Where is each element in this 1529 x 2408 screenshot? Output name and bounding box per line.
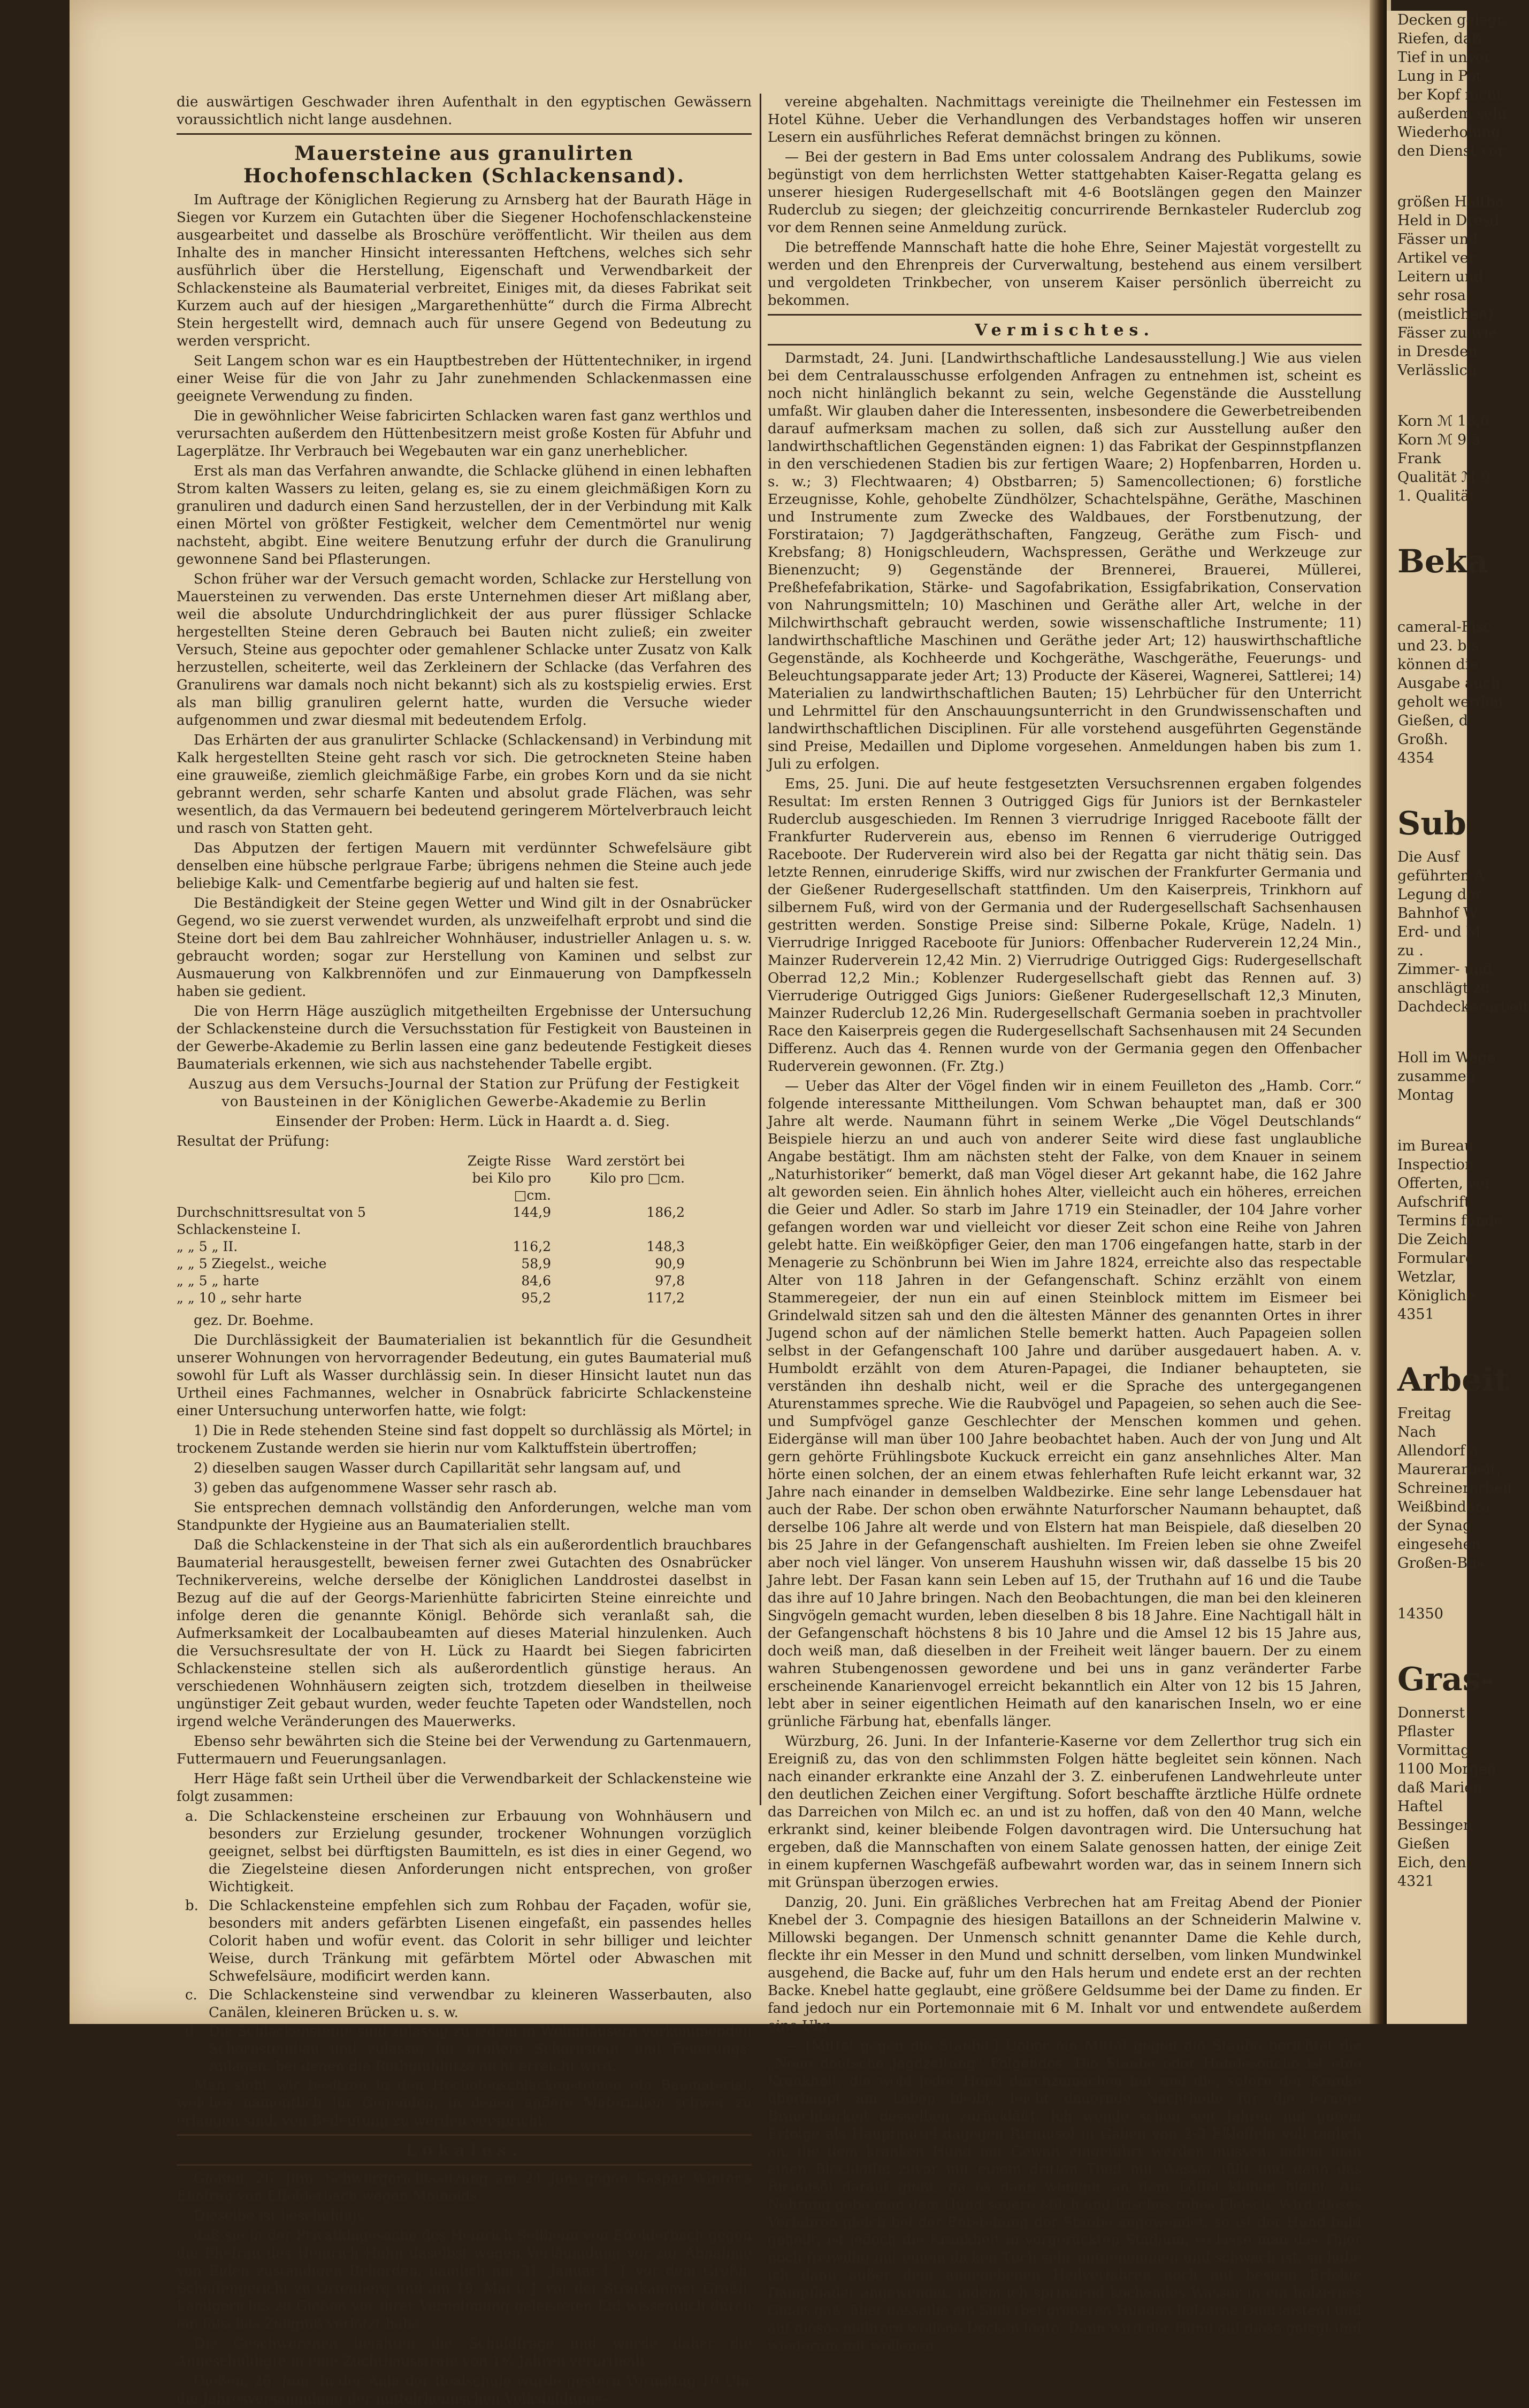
- right-page-line: zusammen: [1397, 1068, 1476, 1085]
- right-page-line: Die Zeich: [1397, 1231, 1467, 1248]
- table-cell-cracks: 95,2: [521, 1290, 551, 1306]
- right-page-line: ber Kopf nicht: [1397, 87, 1502, 103]
- right-page-line: Sub: [1397, 805, 1466, 842]
- rule: [177, 133, 752, 135]
- list-text: Die Schlackensteine erscheinen zur Erbauung von Wohnhäusern und besonders zur Erzielung gesunder, trockener Wohnungen vorzüglich geeignet, selbst bei dürftigsten Baumitteln, es ist dies in einer Gegend, wo die Ziegelsteine diesen Anforderungen nicht entsprechen, von großer Wichtigkeit.: [209, 1808, 752, 1895]
- article-body-continued: [177, 1332, 752, 1806]
- table-cell-destroyed: 117,2: [646, 1290, 685, 1306]
- page-gutter: [1370, 0, 1387, 2024]
- test-results-table: [177, 1153, 752, 1307]
- lokales-paragraph: Gießen, 26. Juni. In der Aula der Realschule wurde gestern Vormittag 10 Uhr die Jahresversammlung der mittelrheinischen Volksbildungs-: [177, 2373, 752, 2407]
- right-page-line: Montag: [1397, 1087, 1454, 1103]
- right-page-line: Fässer zu wie: [1397, 325, 1497, 341]
- summary-list: [177, 1808, 752, 2076]
- article-paragraph: 2) dieselben saugen Wasser durch Capillarität sehr langsam auf, und: [194, 1460, 681, 1476]
- right-page-line: cameral-Fisc: [1397, 619, 1492, 635]
- article-paragraph: Seit Langem schon war es ein Hauptbestreben der Hüttentechniker, in irgend einer Weise für die von Jahr zu Jahr zunehmenden Schlackenmassen eine geeignete Verwendung zu finden.: [177, 353, 752, 404]
- right-page-line: Gießen, d: [1397, 712, 1469, 729]
- table-cell-destroyed: 148,3: [646, 1239, 685, 1254]
- section-title-lokales: Lokales.: [405, 2141, 523, 2160]
- right-page-line: außerdem sehr: [1397, 105, 1509, 122]
- article-paragraph: Herr Häge faßt sein Urtheil über die Verwendbarkeit der Schlackensteine wie folgt zusammen:: [177, 1771, 752, 1805]
- right-page-line: Leitern und: [1397, 269, 1484, 285]
- right-page-fragment: [1387, 11, 1529, 2024]
- table-row: [177, 1255, 752, 1272]
- article-paragraph: Schon früher war der Versuch gemacht worden, Schlacke zur Herstellung von Mauersteinen zu verwenden. Das erste Unternehmen dieser Art mißlang aber, weil die absolute Undurchdringlichkeit der aus purer flüssiger Schlacke hergestellten Steine deren Gebrauch bei Bauten nicht zuließ; ein zweiter Versuch, Steine aus gepochter oder gemahlener Schlacke unter Zusatz von Kalk herzustellen, scheiterte, weil das Zerkleinern der Schlacke (das Verfahren des Granulirens war damals noch nicht bekannt) sich als zu kostspielig erwies. Erst als man billig granuliren gelernt hatte, wurden die Versuche wieder aufgenommen und zwar diesmal mit bedeutendem Erfolg.: [177, 571, 752, 728]
- right-page-line: Gras-: [1397, 1661, 1494, 1698]
- right-page-line: Artikel ver: [1397, 250, 1476, 266]
- right-page-line: Riefen, daß: [1397, 30, 1481, 47]
- right-page-line: Bahnhof W: [1397, 905, 1478, 922]
- column-divider: [760, 94, 761, 1805]
- right-page-line: 4354: [1397, 750, 1434, 766]
- right-page-line: [1387, 1324, 1467, 1356]
- article-paragraph: Die Durchlässigkeit der Baumaterialien ist bekanntlich für die Gesundheit unserer Wohnungen von hervorragender Bedeutung, ein gutes Baumaterial muß sowohl für Luft als Wasser durchlässig sein. In dieser Hinsicht lautet nun das Urtheil eines Fachmannes, welcher in Osnabrück fabricirte Schlackensteine einer Untersuchung unterworfen hatte, wie folgt:: [177, 1332, 752, 1419]
- right-page-line: 4351: [1397, 1306, 1434, 1323]
- article-closing: Man sieht wir besitzen in den Hochofenschlackensteinen ein Baumaterial, welches namentlich für Gegenden, in denen andere Materialien schwer zu erlangen sind, von Bedeutung zu werden verspricht.: [177, 2077, 752, 2129]
- lokales-paragraph: Die Geschworenen bejahten die Schuldfrage und wurde daher die Angeschuldigte in eine Zuchthausstrafe von 1½ Jahren verurtheilt.: [177, 2336, 752, 2369]
- right-page-line: geführten A: [1397, 868, 1485, 884]
- vermischtes-body: [768, 350, 1362, 2355]
- right-page-line: [1387, 380, 1467, 412]
- table-result-label: Resultat der Prüfung:: [177, 1133, 330, 1149]
- right-page-line: Decken gelegt,: [1397, 12, 1508, 28]
- table-row: [177, 1238, 752, 1255]
- article-title: Mauersteine aus granulirten Hochofenschlacken (Schlackensand).: [243, 142, 685, 187]
- right-page-line: Schreinerarbeit: [1397, 1480, 1513, 1497]
- article-paragraph: Daß die Schlackensteine in der That sich als ein außerordentlich brauchbares Baumaterial herausgestellt, beweisen ferner zwei Gutachten des Osnabrücker Technikervereins, welche derselbe der Königlichen Landdrostei daselbst in Bezug auf die auf der Georgs-Marienhütte fabricirten Steine einreichte und infolge deren die genannte Königl. Behörde sich veranlaßt sah, die Aufmerksamkeit der Localbaubeamten auf dieses Material hinzulenken. Auch die Versuchsresultate der von H. Lück zu Haardt bei Siegen fabricirten Schlackensteine stellen sich als außerordentlich günstige heraus. An verschiedenen Wohnhäusern zeigten sich, trotzdem dieselben in theilweise ungünstiger Zeit gebaut wurden, weder feuchte Tapeten oder Wandstellen, noch irgend welche Veränderungen des Mauerwerks.: [177, 1537, 752, 1730]
- lokales-paragraph: Dieselbe ist beschuldigt:: [194, 2208, 368, 2224]
- right-page-line: größen Haltba: [1397, 194, 1504, 210]
- right-page-line: Freitag: [1397, 1405, 1451, 1422]
- right-page-line: Haftel: [1397, 1798, 1443, 1815]
- article-paragraph: Die Beständigkeit der Steine gegen Wetter und Wind gilt in der Osnabrücker Gegend, wo sie zuerst verwendet wurden, als unzweifelhaft erprobt und sind die Steine dort bei dem Bau zahlreicher Wohnhäuser, industrieller Anlagen u. s. w. gebraucht worden; sogar zur Herstellung von Kaminen und selbst zur Ausmauerung von Kalkbrennöfen und zur Einmauerung von Dampfkesseln haben sie gedient.: [177, 895, 752, 1000]
- right-page-line: Eich, den: [1397, 1854, 1466, 1871]
- list-item: [185, 2023, 752, 2076]
- right-page-line: Frank: [1397, 450, 1441, 467]
- list-item: [185, 1808, 752, 1896]
- table-cell-label: „ „ 5 Ziegelst., weiche: [177, 1256, 327, 1271]
- right-page-line: eingesehen: [1397, 1536, 1481, 1553]
- table-signature: gez. Dr. Boehme.: [194, 1313, 314, 1329]
- vermischtes-paragraph: — [Mittel gegen die Staube.] Ueber ein Mittel gegen die Staube berichtet die „Neue deutsche Jagdzeitung“ Folgendes: Die Staube oder Hundeseuche ist eine Krankheit, die wohl jeder Hund durchzumachen hat und die, sofern der Kranke überhaupt am Leben bleibt, leicht dauernde Nachtheile für die fernere Brauchbarkeit desselben zurückläßt. Ich wende schon seit Jahren mit gutem Erfolge als Hauptmittel dagegen Ricinusöl in Gaben von 2-3 Eßlöffeln voll täglich an, die dem kranken Hund mit Gewalt eingeführt werden müssen, indem man einen Blechlöffel zuvor mit einem dritten Theil mit Wasser füllt und dann das Ricinusöl darauf gießt, da es dann weniger an dem Löffel kleben bleibt. Als Nahrung gebe man dem Hund sauere Milch und frisches rohes Fleisch. Wird dieses Verfahren gleich bei der Entstehung der Staube angewendet, so ist der Hund bald geheilt, ist jedoch die Krankheit in vorgerückten Stadium, so lasse man das Thier noch freiwillig mit einem dicken Tuch sehr mitgenommen und schwach ist, so habe ich dann außer dem angegebenen Heilverfahren noch mit bestem Erfolge Dampfbäder angewendet, indem ich springend kochendes Wasser in ein hölzernes Gefäß goß, über dasselbe ein Sieb (bei größeren Hunden hölzerne Querleisten) und auf dieses mehrere wollene Decken legte. Dann wird der Hund auf diese gelegt und wiederum mit wollenen: [768, 2038, 1362, 2354]
- right-page-line: Held in Dresd: [1397, 212, 1500, 229]
- table-cell-label: Durchschnittsresultat von 5 Schlackensteine I.: [177, 1205, 366, 1237]
- right-page-line: können die: [1397, 656, 1479, 673]
- article-paragraph: Die von Herrn Häge auszüglich mitgetheilten Ergebnisse der Untersuchung der Schlackensteine durch die Versuchsstation für Festigkeit von Bausteinen in der Gewerbe-Akademie zu Berlin lassen eine ganz bedeutende Festigkeit dieses Baumaterials erkennen, wie sich aus nachstehender Tabelle ergibt.: [177, 1003, 752, 1072]
- list-marker: b.: [185, 1898, 198, 1914]
- right-page-line: sehr rosa: [1397, 287, 1466, 304]
- vermischtes-paragraph: Darmstadt, 24. Juni. [Landwirthschaftliche Landesausstellung.] Wie aus vielen bei dem Centralausschusse erfolgenden Anfragen zu entnehmen ist, scheint es noch nicht hinlänglich bekannt zu sein, welche Gegenstände die Ausstellung umfaßt. Wir glauben daher die Interessenten, insbesondere die Gewerbetreibenden darauf aufmerksam machen zu sollen, daß sich zur Ausstellung außer den landwirthschaftlichen Gegenständen eignen: 1) das Fabrikat der Gespinnstpflanzen in den verschiedenen Stadien bis zur fertigen Waare; 2) Hopfenbarren, Horden u. s. w.; 3) Flechtwaaren; 4) Obstbarren; 5) Samencollectionen; 6) forstliche Erzeugnisse, Kohle, gehobelte Zündhölzer, Schachtelspähne, Geräthe, Maschinen und Instrumente zum Zwecke des Waldbaues, der Forstbenutzung, der Forstirataion; 7) Jagdgeräthschaften, Fangzeug, Geräthe zum Fisch- und Krebsfang; 8) Honigschleudern, Wachspressen, Geräthe und Werkzeuge zur Bienenzucht; 9) Gegenstände der Brennerei, Brauerei, Müllerei, Preßhefefabrikation, Stärke- und Sagofabrikation, Essigfabrikation, Conservation von Nahrungsmitteln; 10) Maschinen und Geräthe aller Art, welche in der Milchwirthschaft gebraucht werden, sowie wissenschaftliche Instrumente; 11) landwirthschaftliche Maschinen und Geräthe jeder Art; 12) hauswirthschaftliche Gegenstände, als Kochheerde und Kochgeräthe, Waschgeräthe, Feuerungs- und Beleuchtungsapparate jeder Art; 13) Producte der Käserei, Wagnerei, Sattlerei; 14) Materialien zu landwirthschaftlichen Bauten; 15) Lehrbücher für den Unterricht und Lehrmittel für den Anschauungsunterricht in den Grundwissenschaften und landwirthschaftlichen Disciplinen. Für alle vorstehend ausgeführten Gegenstände sind Preise, Medaillen und Diplome vorgesehen. Anmeldungen haben bis zum 1. Juli zu erfolgen.: [768, 350, 1362, 772]
- list-marker: c.: [185, 1987, 197, 2003]
- table-intro: Auszug aus dem Versuchs-Journal der Station zur Prüfung der Festigkeit von Bausteinen in der Königlichen Gewerbe-Akademie zu Berlin: [188, 1076, 740, 1110]
- table-cell-cracks: 84,6: [521, 1273, 551, 1289]
- right-page-line: Fässer und: [1397, 231, 1478, 248]
- article-paragraph: Das Erhärten der aus granulirter Schlacke (Schlackensand) in Verbindung mit Kalk hergestellten Steine geht rasch vor sich. Die getrockneten Steine haben eine grauweiße, ziemlich gleichmäßige Farbe, ein grobes Korn und da sie nicht gebrannt werden, sehr scharfe Kanten und absolut grade Flächen, was sehr wesentlich, da das Vermauern bei bedeutend geringerem Mörtelverbrauch leicht und rasch von Statten geht.: [177, 732, 752, 837]
- right-page-line: Großen-Bus: [1397, 1555, 1485, 1571]
- table-cell-label: „ „ 5 „ harte: [177, 1273, 259, 1289]
- table-cell-destroyed: 186,2: [646, 1205, 685, 1220]
- right-page-line: Pflaster: [1397, 1723, 1454, 1740]
- table-cell-destroyed: 90,9: [655, 1256, 685, 1271]
- vermischtes-paragraph: Danzig, 20. Juni. Ein gräßliches Verbrechen hat am Freitag Abend der Pionier Knebel der 3. Compagnie des hiesigen Bataillons an der Schneiderin Malwine v. Millowski begangen. Der Unmensch schnitt genannter Dame die Kehle durch, fleckte ihr ein Messer in den Mund und schnitt derselben, vom linken Mundwinkel ausgehend, die Backe auf, fuhr um den Hals herum und endete erst an der rechten Backe. Knebel hatte geglaubt, eine größere Geldsumme bei der Dame zu finden. Er fand jedoch nur ein Portemonnaie mit 6 M. Inhalt vor und entwendete außerdem eine Uhr.: [768, 1895, 1362, 2034]
- right-page-line: den Dienst ver: [1397, 143, 1505, 159]
- table-row: [177, 1272, 752, 1290]
- right-page-line: 1. Qualität: [1397, 488, 1476, 504]
- article-paragraph: 1) Die in Rede stehenden Steine sind fast doppelt so durchlässig als Mörtel; in trockenem Zustande werden sie hierin nur vom Kalktuffstein übertroffen;: [177, 1423, 752, 1456]
- right-page-line: Wiederholung: [1397, 124, 1501, 141]
- right-page-line: [1387, 586, 1467, 618]
- right-page-line: Dachdeckerarbeit: [1397, 999, 1529, 1015]
- right-page-line: der Synag: [1397, 1517, 1472, 1534]
- right-page-line: Wetzlar,: [1397, 1269, 1456, 1285]
- table-row: [177, 1290, 752, 1307]
- right-page-line: 1100 Morgen: [1397, 1761, 1496, 1777]
- rule: [177, 2164, 752, 2166]
- right-page-line: Korn ℳ 9,5: [1397, 432, 1480, 448]
- list-item: [185, 1897, 752, 1985]
- intro-text: die auswärtigen Geschwader ihren Aufenthalt in den egyptischen Gewässern voraussichtlich nicht lange ausdehnen.: [177, 94, 752, 128]
- rule: [768, 314, 1362, 316]
- table-cell-label: „ „ 10 „ sehr harte: [177, 1290, 302, 1306]
- table-cell-destroyed: 97,8: [655, 1273, 685, 1289]
- right-page-line: [1387, 160, 1467, 193]
- right-page-line: Weißbindera: [1397, 1499, 1490, 1515]
- right-page-line: und 23. bis: [1397, 638, 1479, 654]
- right-page-line: Offerten, ver: [1397, 1175, 1492, 1192]
- list-marker: a.: [185, 1808, 198, 1824]
- right-page-line: [1387, 768, 1467, 800]
- table-cell-cracks: 58,9: [521, 1256, 551, 1271]
- regatta-text: [768, 94, 1362, 310]
- right-page-line: Beka: [1397, 543, 1488, 580]
- right-page-line: Erd- und M: [1397, 924, 1481, 940]
- vermischtes-paragraph: Würzburg, 26. Juni. In der Infanterie-Kaserne vor dem Zellerthor trug sich ein Ereigniß zu, das von den schlimmsten Folgen hätte begleitet sein können. Nach nach einander erkrankte eine Anzahl der 3. Z. einberufenen Landwehrleute unter den deutlichen Zeichen einer Vergiftung. Sofort beschaffte ärztliche Hülfe ordnete das Darreichen von Milch ec. an und ist zu hoffen, daß von den 40 Mann, welche erkrankt sind, keiner bleibende Folgen davontragen wird. Die Untersuchung hat ergeben, daß die Mannschaften von einem Salate genossen hatten, der einige Zeit in einem kupfernen Waschgefäß aufbewahrt worden war, das in seinem Innern sich mit Grünspan überzogen erwies.: [768, 1734, 1362, 1891]
- table-cell-cracks: 116,2: [513, 1239, 551, 1254]
- article-paragraph: Erst als man das Verfahren anwandte, die Schlacke glühend in einen lebhaften Strom kalten Wassers zu leiten, gelang es, sie zu einem gleichmäßigen Korn zu granuliren und dadurch einen Sand herzustellen, der in der Verbindung mit Kalk einen Mörtel von größter Festigkeit, welcher dem Cementmörtel nur wenig nachsteht, abgibt. Eine weitere Benutzung erfuhr der durch die Granulirung gewonnene Sand bei Pflasterungen.: [177, 463, 752, 568]
- rule: [768, 344, 1362, 346]
- lokales-paragraph: daß sie in der Privatklagesache des Heinrich Sellheim von Effolderbach gegen die Ehefrau des Heinrich Hahn daselbst wegen Verläumdung vor zur Abnahme von Eiden zuständigen Behörden, nämlich am 31. Januar l. J. vor dem Großh. Schöffengericht zu Ortenberg und am 19. Mai l. J. vor der Strafkammer Großh. Landgerichts zu Gießen vor ihrer Vernehmung geleisteten Eid wissentlich durch ein falsches Zeugniß verletzt habe.: [177, 2228, 752, 2332]
- list-text: Die Schlackensteine sind verwendbar zu kleineren Wasserbauten, also Canälen, kleineren Brücken u. s. w.: [209, 1987, 752, 2021]
- article-paragraph: Sie entsprechen demnach vollständig den Anforderungen, welche man vom Standpunkte der Hygieine aus an Baumaterialien stellt.: [177, 1500, 752, 1533]
- right-page-line: 4321: [1397, 1873, 1434, 1890]
- right-page-line: Nach: [1397, 1424, 1436, 1440]
- right-page-line: [1387, 505, 1467, 538]
- article-paragraph: Ebenso sehr bewährten sich die Steine bei der Verwendung zu Gartenmauern, Futtermauern und Feuerungsanlagen.: [177, 1734, 752, 1767]
- vermischtes-paragraph: Ems, 25. Juni. Die auf heute festgesetzten Versuchsrennen ergaben folgendes Resultat: Im ersten Rennen 3 Outrigged Gigs für Juniors ist der Bernkasteler Ruderclub ausgeschieden. Im Rennen 3 vierrudrige Inrigged Raceboote fällt der Frankfurter Ruderverein aus, ebenso im Rennen 6 vierruderige Outrigged Raceboote. Der Ruderverein wird also bei der Regatta gar nicht thätig sein. Das letzte Rennen, einruderige Skiffs, wird nur zwischen der Frankfurter Germania und der Gießener Rudergesellschaft stattfinden. Um den Kaiserpreis, Trinkhorn auf silbernem Fuß, wird von der Germania und der Rudergesellschaft Sachsenhausen gestritten werden. Sonstige Preise sind: Silberne Pokale, Krüge, Nadeln. 1) Vierrudrige Inrigged Raceboote für Juniors: Offenbacher Ruderverein 12,24 Min., Mainzer Ruderverein 12,42 Min. 2) Vierrudrige Outrigged Gigs: Rudergesellschaft Oberrad 12,2 Min.; Koblenzer Rudergesellschaft giebt das Rennen auf. 3) Vierruderige Outrigged Gigs Juniors: Gießener Rudergesellschaft 12,3 Minuten, Mainzer Ruderclub 12,26 Min. Rudergesellschaft Germania soeben in prachtvoller Race den Kaiserpreis gegen die Rudergesellschaft Sachsenhausen mit 24 Secunden Differenz. Auch das 4. Rennen wurde von der Germania gegen den Offenbacher Ruderverein gewonnen. (Fr. Ztg.): [768, 776, 1362, 1075]
- right-page-line: geholt werden: [1397, 694, 1503, 710]
- left-column: [177, 94, 752, 2407]
- list-text: Die Schlackensteine empfehlen sich zum Rohbau der Façaden, wofür sie, besonders mit anders gefärbten Lisenen eingefaßt, ein passendes helles Colorit haben und wofür event. das Colorit in sehr billiger und leichter Weise, durch Tränkung mit gefärbtem Mörtel oder Abwaschen mit Schwefelsäure, modificirt werden kann.: [209, 1898, 752, 1984]
- right-page-line: Großh.: [1397, 731, 1448, 748]
- right-page-line: Ausgabe auch: [1397, 675, 1500, 692]
- right-page-line: Formulare: [1397, 1250, 1474, 1267]
- vermischtes-paragraph: — Ueber das Alter der Vögel finden wir in einem Feuilleton des „Hamb. Corr.“ folgende interessante Mittheilungen. Vom Schwan behauptet man, daß er 300 Jahre alt werde. Naumann führt in seinem Werke „Die Vögel Deutschlands“ Beispiele hierzu an und auch von anderer Seite wird diese fast unglaubliche Angabe bestätigt. Ihm am nächsten steht der Falke, von dem Knauer in seinem „Naturhistoriker“ bemerkt, daß man Vögel dieser Art gekannt habe, die 162 Jahre alt geworden seien. Ein ähnlich hohes Alter, vielleicht auch ein höheres, erreichen die Geier und Adler. So starb im Jahre 1719 ein Steinadler, der 104 Jahre vorher gefangen worden war und vielleicht vor dieser Zeit schon eine Reihe von Jahren gelebt hatte. Ein weißköpfiger Geier, den man 1706 eingefangen hatte, starb in der Menagerie zu Schönbrunn bei Wien im Jahre 1824, erreichte also das respectable Alter von 118 Jahren in der Gefangenschaft. Schinz erzählt von einem Stammeregeier, der nun ein auf einen Steinblock mittem im Eismeer bei Grindelwald sitzen sah und den die ältesten Männer des genannten Ortes in ihrer Jugend schon auf der nämlichen Stelle bemerkt hatten. Auch Papageien sollen selbst in der Gefangenschaft 100 Jahre und darüber ausgedauert haben. A. v. Humboldt erzählt von dem Aturen-Papagei, die Indianer behaupteten, sie verständen ihn deshalb nicht, weil er die Sprache des untergegangenen Aturenstammes spreche. Wie die Raubvögel und Papageien, so sehen auch die See- und Sumpfvögel ganze Geschlechter der Menschen kommen und gehen. Eidergänse will man über 100 Jahre beobachtet haben. Auch der von Jung und Alt gern gehörte Frühlingsbote Kuckuck erreicht ein ganz ansehnliches Alter. Man hörte einen solchen, der an einem etwas fehlerhaften Rufe leicht erkannt war, 32 Jahre nach einander in demselben Waldbezirke. Eine sehr lange Lebensdauer hat auch der Rabe. Der schon oben erwähnte Naturforscher Naumann behauptet, daß derselbe 106 Jahre alt werde und von Elstern hat man Beispiele, daß dieselben 20 bis 25 Jahre in der Gefangenschaft aushielten. Im Freien leben sie ohne Zweifel aber noch viel länger. Von unserem Haushuhn wissen wir, daß dasselbe 15 bis 20 Jahre lebt. Der Fasan kann sein Leben auf 15, der Truthahn auf 16 und die Taube das ihre auf 10 Jahre bringen. Nach den Beobachtungen, die man bei den kleineren Singvögeln gemacht wurden, leben dieselben 8 bis 18 Jahre. Eine Nachtigall hält in der Gefangenschaft höchstens 8 bis 10 Jahre und die Amsel 12 bis 15 Jahre aus, doch weiß man, daß dieselben in der Freiheit weit länger bauern. Der zu einem wahren Stubengenossen gewordene und bei uns in ganz veränderter Farbe erscheinende Kanarienvogel erreicht bekanntlich ein Alter von 12 bis 15 Jahren, lebt aber in seiner eigentlichen Heimath auf den kanarischen Inseln, wo er eine grünliche Färbung hat, ebenfalls länger.: [768, 1078, 1362, 1730]
- right-page-line: Verlässlich: [1397, 362, 1477, 379]
- right-page-line: [1387, 1623, 1467, 1655]
- article-paragraph: Die in gewöhnlicher Weise fabricirten Schlacken waren fast ganz werthlos und verursachten außerdem den Hüttenbesitzern meist große Kosten für Abfuhr und Lagerplätze. Ihr Verbrauch bei Wegebauten war ein ganz unerheblicher.: [177, 408, 752, 459]
- table-cell-cracks: 144,9: [513, 1205, 551, 1220]
- right-page-line: Qualität ℳ 9: [1397, 469, 1490, 486]
- right-page-line: (meistlichen): [1397, 306, 1494, 323]
- right-page-line: Gießen: [1397, 1836, 1450, 1852]
- list-marker: d.: [185, 2023, 198, 2039]
- lokales-body: [177, 2170, 752, 2408]
- right-page-line: zu .: [1397, 942, 1424, 959]
- right-column: [768, 94, 1362, 2354]
- table-header-destroyed: Ward zerstört bei Kilo pro □cm.: [567, 1153, 685, 1186]
- right-page-line: Vormittag: [1397, 1742, 1470, 1759]
- right-page-line: Aufschrift: [1397, 1194, 1470, 1210]
- table-cell-label: „ „ 5 „ II.: [177, 1239, 238, 1254]
- section-title-vermischtes: Vermischtes.: [975, 321, 1155, 340]
- right-page-line: Arbeit: [1397, 1361, 1509, 1399]
- article-paragraph: Das Abputzen der fertigen Mauern mit verdünnter Schwefelsäure gibt denselben eine hübsche perlgraue Farbe; übrigens nehmen die Steine auch jede beliebige Kalk- und Cementfarbe begierig auf und halten sie fest.: [177, 840, 752, 892]
- right-page-line: anschlägt zu: [1397, 980, 1490, 996]
- right-page-line: 14350: [1397, 1606, 1443, 1622]
- right-page-line: daß Marien: [1397, 1780, 1482, 1796]
- right-page-line: Maurerarbeit,: [1397, 1461, 1501, 1478]
- list-item: [185, 1987, 752, 2022]
- article-paragraph: Die betreffende Mannschaft hatte die hohe Ehre, Seiner Majestät vorgestellt zu werden und den Ehrenpreis der Curverwaltung, bestehend aus einem versilbert und vergoldeten Trinkbecher, von unserem Kaiser persönlich überreicht zu bekommen.: [768, 240, 1362, 309]
- right-page-line: Korn ℳ 18,6: [1397, 413, 1490, 430]
- right-page-line: Die Ausf: [1397, 849, 1459, 865]
- article-paragraph: — Bei der gestern in Bad Ems unter colossalem Andrang des Publikums, sowie begünstigt von dem herrlichsten Wetter stattgehabten Kaiser-Regatta gelang es unserer hiesigen Rudergesellschaft mit 4-6 Bootslängen gegen den Mainzer Ruderclub zu siegen; der gleichzeitig concurrirende Bernkasteler Ruderclub zog vor dem Rennen seine Anmeldung zurück.: [768, 149, 1362, 236]
- right-page-line: Allendorf a.: [1397, 1443, 1483, 1459]
- article-body: [177, 191, 752, 1073]
- right-page-line: Tief in unver: [1397, 49, 1491, 66]
- right-page-line: Donnerst: [1397, 1705, 1465, 1721]
- table-row: [177, 1204, 752, 1238]
- right-page-line: Termins fünde: [1397, 1213, 1503, 1229]
- table-header-cracks: Zeigte Risse bei Kilo pro □cm.: [467, 1153, 551, 1203]
- article-paragraph: Im Auftrage der Königlichen Regierung zu Arnsberg hat der Baurath Häge in Siegen vor Kurzem ein Gutachten über die Siegener Hochofenschlackensteine ausgearbeitet und dasselbe als Broschüre veröffentlicht. Wir theilen aus dem Inhalte des in mancher Hinsicht interessanten Heftchens, welches sich sehr ausführlich über die Herstellung, Eigenschaft und Verwendbarkeit der Schlackensteine als Baumaterial verbreitet, Einiges mit, da dieses Fabrikat seit Kurzem auch auf der hiesigen „Margarethenhütte“ durch die Firma Albrecht Stein hergestellt wird, demnach auch für unsere Gegend von Bedeutung zu werden verspricht.: [177, 192, 752, 349]
- right-page-line: Inspection: [1397, 1156, 1474, 1173]
- right-page-line: Legung der: [1397, 886, 1482, 903]
- right-page-line: [1387, 1105, 1467, 1137]
- lokales-paragraph: Gießen, 26. Juni. Schwurgerichtssitzung am 24 Juni gegen Kaspar Winter's Ehefrau von Effolderbach wegen Meineids.: [177, 2171, 752, 2204]
- list-text: Die Schlackensteine sind zulässig zu jedem in Wohnhäusern vorkommenden Schornsteinbau und zulässig für größere Schornstein- und Feuerungs-Anlagen, bei denen die Rothglühhitze nicht erreicht wird.: [209, 2023, 752, 2075]
- rule: [177, 2134, 752, 2136]
- table-sender: Einsender der Proben: Herm. Lück in Haardt a. d. Sieg.: [275, 1114, 670, 1130]
- right-page-line: [1387, 1573, 1467, 1605]
- article-paragraph: 3) geben das aufgenommene Wasser sehr rasch ab.: [194, 1480, 557, 1496]
- right-page-line: Königliche: [1397, 1287, 1475, 1304]
- article-paragraph: vereine abgehalten. Nachmittags vereinigte die Theilnehmer ein Festessen im Hotel Kühne. Ueber die Verhandlungen des Verbandstages hoffen wir unseren Lesern ein ausführliches Referat demnächst bringen zu können.: [768, 94, 1362, 145]
- right-page-line: Zimmer- und: [1397, 961, 1493, 978]
- table-header: [177, 1153, 752, 1204]
- right-page-line: Lung in Pot: [1397, 68, 1482, 85]
- right-page-line: Holl im Wege: [1397, 1049, 1496, 1066]
- right-page-line: Bessingen: [1397, 1817, 1473, 1834]
- right-page-line: [1387, 1016, 1467, 1048]
- right-page-line: im Bureau: [1397, 1138, 1474, 1154]
- right-page-line: in Dresden: [1397, 343, 1478, 360]
